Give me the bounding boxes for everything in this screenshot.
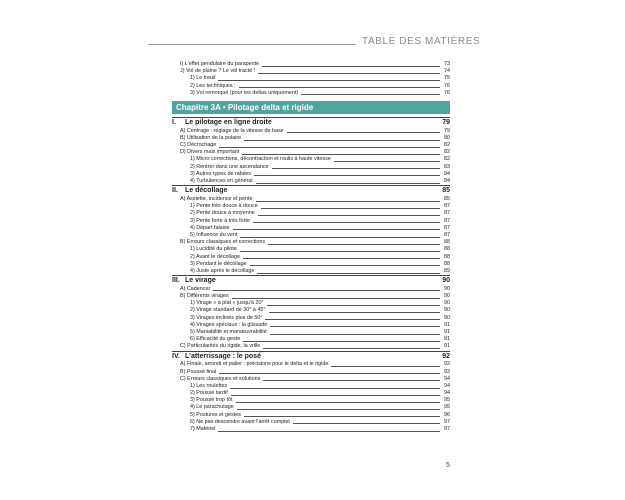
toc-entry-page: 82 (444, 142, 450, 149)
section-title: Le décollage (185, 187, 228, 195)
toc-entry-title: B) Poussé final (180, 368, 217, 375)
toc-entry (172, 293, 450, 300)
toc-entry-title: C) Décrochage (180, 142, 217, 149)
toc-entry (172, 268, 450, 275)
toc-entry-page: 87 (444, 203, 450, 210)
section-heading-text (172, 186, 228, 196)
intro-entries (172, 61, 450, 97)
toc-entry-page: 90 (444, 300, 450, 307)
toc-entry-title: 7) Matériel (190, 426, 216, 433)
toc-entry (172, 246, 450, 253)
toc-entry-page: 87 (444, 217, 450, 224)
section-heading (172, 276, 450, 286)
toc-entry-title: B) Erreurs classiques et corrections (180, 239, 266, 246)
toc-entry-page: 94 (444, 375, 450, 382)
toc-entry (172, 254, 450, 261)
toc-entry (172, 412, 450, 419)
toc-entry (172, 171, 450, 178)
section-heading-text (172, 118, 273, 128)
dot-leader (240, 237, 440, 238)
toc-entry-title: 5) Postures et gestes (190, 411, 241, 418)
dot-leader (263, 348, 440, 349)
toc-entry-title: 1) Lucidité du pilote (190, 246, 237, 253)
section-page: 79 (442, 118, 450, 126)
dot-leader (270, 334, 440, 335)
toc-entry (172, 336, 450, 343)
toc-entry (172, 156, 450, 163)
toc-entry-page: 90 (444, 293, 450, 300)
toc-entry-page: 76 (444, 82, 450, 89)
dot-leader (254, 175, 440, 176)
toc-entry (172, 135, 450, 142)
dot-leader (293, 423, 440, 424)
dot-leader (218, 431, 440, 432)
dot-leader (250, 265, 440, 266)
toc-entry-title: 1) Virage « à plat » jusqu'à 20° (190, 300, 264, 307)
toc-entry (172, 322, 450, 329)
toc-entry-page: 97 (444, 418, 450, 425)
toc-entry (172, 178, 450, 185)
section-heading-text (172, 352, 262, 362)
dot-leader (240, 251, 440, 252)
dot-leader (219, 147, 440, 148)
dot-leader (256, 201, 440, 202)
toc-entry-page: 87 (444, 231, 450, 238)
toc-entry-page: 88 (444, 246, 450, 253)
toc-entry (172, 164, 450, 171)
toc-entry (172, 210, 450, 217)
section-heading (172, 118, 450, 128)
dot-leader (269, 312, 440, 313)
toc-entry (172, 90, 450, 97)
dot-leader (257, 273, 440, 274)
toc-entry-page: 91 (444, 343, 450, 350)
toc-entry (172, 83, 450, 90)
dot-leader (265, 319, 440, 320)
toc-entry (172, 307, 450, 314)
toc-entry-page: 84 (444, 170, 450, 177)
toc-entry (172, 218, 450, 225)
toc-entry-page: 92 (444, 361, 450, 368)
section-page: 90 (442, 277, 450, 285)
toc-entry-title: C) Particularités du rigide, la vrille (180, 343, 261, 350)
page-header-title: TABLE DES MATIÈRES (362, 36, 481, 47)
toc-entry (172, 390, 450, 397)
toc-entry-title: C) Erreurs classiques et solutions (180, 375, 261, 382)
toc-entry (172, 61, 450, 68)
toc-entry (172, 369, 450, 376)
section-heading (172, 186, 450, 196)
toc-entry-page: 73 (444, 60, 450, 67)
section-title: L'atterrissage : le posé (185, 352, 261, 360)
toc-entry-page: 94 (444, 390, 450, 397)
dot-leader (244, 416, 440, 417)
dot-leader (218, 80, 440, 81)
dot-leader (230, 388, 440, 389)
toc-entry-title: A) Assiette, incidence et pente (180, 196, 253, 203)
toc-entry-page: 91 (444, 329, 450, 335)
toc-entry-page: 96 (444, 411, 450, 418)
toc-entry (172, 261, 450, 268)
table-of-contents (172, 61, 450, 433)
toc-entry-page: 79 (444, 127, 450, 134)
dot-leader (239, 87, 440, 88)
dot-leader (243, 258, 440, 259)
toc-entry (172, 142, 450, 149)
toc-entry-page: 90 (444, 285, 450, 292)
toc-entry-page: 91 (444, 336, 450, 343)
toc-entry-title: A) Centrage : réglage de la vitesse de base (180, 127, 284, 134)
toc-entry-title: 1) Le treuil (190, 75, 216, 82)
toc-entry-page: 74 (444, 68, 450, 75)
toc-entry-page: 75 (444, 75, 450, 82)
toc-entry-title: 4) Virages spéciaux : la glissade (190, 321, 268, 328)
dot-leader (213, 290, 440, 291)
section-number: I. (172, 118, 176, 126)
dot-leader (244, 140, 440, 141)
dot-leader (262, 66, 440, 67)
toc-entry (172, 203, 450, 210)
dot-leader (258, 73, 440, 74)
dot-leader (334, 161, 440, 162)
dot-leader (237, 409, 440, 410)
section-number: III. (172, 277, 180, 285)
section-title: Le pilotage en ligne droite (185, 118, 272, 126)
toc-entry-title: D) Divers mais important (180, 149, 240, 156)
header-rule (148, 44, 356, 45)
toc-entry (172, 397, 450, 404)
toc-entry (172, 75, 450, 82)
toc-entry-page: 90 (444, 307, 450, 314)
toc-entry (172, 196, 450, 203)
toc-entry-title: B) Utilisation de la polaire (180, 134, 242, 141)
toc-entry (172, 128, 450, 135)
toc-entry-page: 87 (444, 210, 450, 217)
toc-entry-title: 4) Le parachutage (190, 404, 234, 411)
toc-entry-page: 89 (444, 267, 450, 274)
toc-entry-page: 88 (444, 260, 450, 267)
toc-entry-title: 1) Pente très douce à douce (190, 203, 258, 210)
toc-entry-title: B) Différents virages (180, 293, 229, 300)
section-heading (172, 352, 450, 362)
toc-entry (172, 225, 450, 232)
dot-leader (253, 222, 440, 223)
toc-entry (172, 426, 450, 433)
dot-leader (256, 183, 440, 184)
toc-entry (172, 376, 450, 383)
dot-leader (243, 341, 440, 342)
toc-entry (172, 149, 450, 156)
toc-entry-page: 80 (444, 134, 450, 141)
dot-leader (258, 215, 440, 216)
section-number: II. (172, 187, 178, 195)
dot-leader (270, 326, 440, 327)
dot-leader (236, 402, 440, 403)
toc-entry (172, 361, 450, 368)
dot-leader (267, 305, 440, 306)
toc-entry (172, 68, 450, 75)
toc-entry-page: 88 (444, 253, 450, 260)
toc-entry-title: 1) Les roulettes (190, 382, 228, 389)
toc-entry-page: 82 (444, 149, 450, 156)
toc-entry-title: 2) Les techniques : (190, 82, 236, 89)
toc-entry-title: 2) Avant le décollage (190, 253, 240, 260)
toc-entry-page: 95 (444, 397, 450, 404)
toc-entry-title: A) Finale, arrondi et palier : précisions pour le delta et le rigide (180, 361, 329, 368)
toc-entry (172, 232, 450, 239)
toc-entry-page: 85 (444, 196, 450, 203)
toc-entry-title: 6) Efficacité du geste (190, 336, 241, 343)
toc-entry-page: 87 (444, 224, 450, 231)
toc-entry-title: 3) Pendant le décollage (190, 260, 247, 267)
dot-leader (232, 298, 440, 299)
dot-leader (287, 132, 440, 133)
toc-entry-page: 76 (444, 89, 450, 96)
toc-entry-page: 95 (444, 404, 450, 411)
toc-entry (172, 239, 450, 246)
toc-entry (172, 286, 450, 293)
toc-entry-title: 4) Départ falaise (190, 224, 230, 231)
toc-entry-title: 3) Pente forte à très forte (190, 217, 250, 224)
chapter-heading: Chapitre 3A • Pilotage delta et rigide (172, 101, 450, 114)
toc-entry-title: A) Cadencer (180, 285, 211, 292)
toc-entry-title: 5) Maniabilité et manœuvrabilité (190, 329, 267, 335)
toc-entry-title: 2) Rentrer dans une ascendance (190, 163, 269, 170)
toc-entry-title: J) Vol de plaine ? Le vol tracté ! (180, 68, 256, 75)
toc-entry-page: 82 (444, 156, 450, 163)
toc-entry-page: 93 (444, 368, 450, 375)
toc-entry (172, 343, 450, 350)
toc-entry-page: 83 (444, 163, 450, 170)
toc-entry-title: 4) Turbulences en général (190, 178, 253, 185)
section-page: 92 (442, 352, 450, 360)
toc-entry-title: 4) Juste après le décollage (190, 267, 255, 274)
toc-entry-title: 3) Autres types de rafales (190, 170, 252, 177)
section-number: IV. (172, 352, 180, 360)
toc-entry-title: 6) Ne pas descendre avant l'arrêt complet (190, 418, 290, 425)
toc-entry-title: 3) Virages inclinés plus de 50° (190, 314, 263, 321)
dot-leader (301, 94, 440, 95)
toc-entry-page: 90 (444, 314, 450, 321)
dot-leader (261, 208, 440, 209)
dot-leader (233, 229, 440, 230)
toc-entry-page: 88 (444, 239, 450, 246)
section-title: Le virage (185, 277, 216, 285)
toc-entry (172, 405, 450, 412)
toc-entry-page: 94 (444, 382, 450, 389)
dot-leader (242, 154, 440, 155)
section-heading-text (172, 276, 217, 286)
chapter-sections (172, 117, 450, 433)
toc-entry (172, 329, 450, 336)
toc-entry-title: 1) Micro corrections, décontraction et roulis à haute vitesse (190, 156, 331, 163)
toc-entry-title: 2) Virage standard de 30° à 45° (190, 307, 266, 314)
toc-entry-title: 2) Poussé tardif (190, 390, 228, 397)
toc-entry (172, 383, 450, 390)
dot-leader (272, 168, 440, 169)
toc-entry-title: I) L'effet pendulaire du parapente (180, 60, 260, 67)
toc-entry-title: 5) Influence du vent (190, 231, 238, 238)
toc-entry (172, 300, 450, 307)
dot-leader (331, 366, 440, 367)
toc-entry-title: 3) Vol remorqué (pour les deltas uniquement) (190, 89, 299, 96)
dot-leader (268, 244, 440, 245)
toc-entry (172, 419, 450, 426)
toc-entry-title: 2) Pente douce à moyenne (190, 210, 255, 217)
toc-entry-page: 84 (444, 178, 450, 185)
toc-entry-title: 3) Poussé trop tôt (190, 397, 233, 404)
toc-entry-page: 97 (444, 426, 450, 433)
dot-leader (219, 373, 440, 374)
toc-entry-page: 91 (444, 321, 450, 328)
dot-leader (231, 395, 440, 396)
dot-leader (263, 380, 440, 381)
page-number: 5 (446, 462, 450, 469)
section-page: 85 (442, 187, 450, 195)
toc-entry (172, 315, 450, 322)
